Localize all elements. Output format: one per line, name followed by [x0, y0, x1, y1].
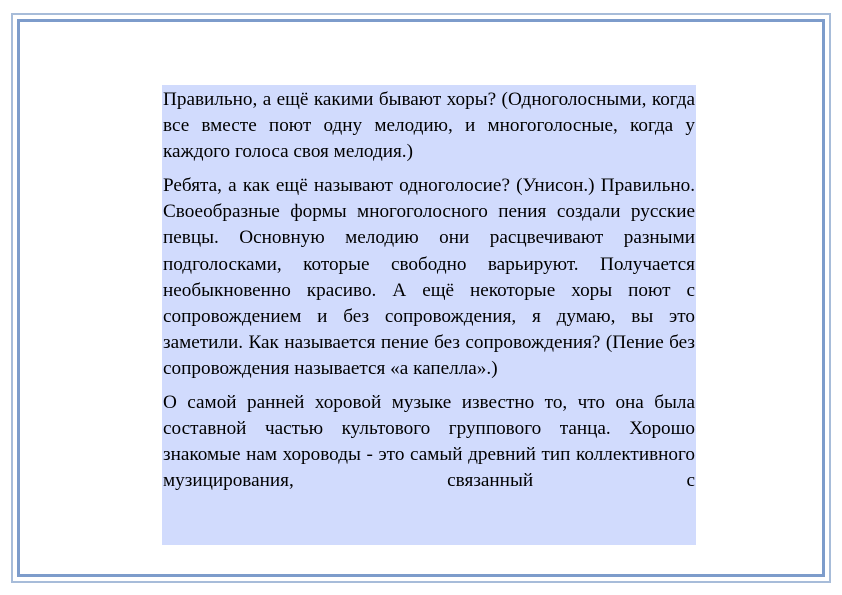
- paragraph-early-choral-music: О самой ранней хоровой музыке известно то, что она была составной частью культового группового танца. Хорошо знакомые нам хороводы - это самый древний тип коллективного музицирования, связанный с: [163, 392, 695, 492]
- paragraph-unison: Ребята, а как ещё называют одноголосие? (Унисон.) Правильно. Своеобразные формы многоголосного пения создали русские певцы. Основную мелодию они расцвечивают разными подголосками, которые свободно варьируют. Получается необыкновенно красиво. А ещё некоторые хоры поют с сопровождением и без сопровождения, я думаю, вы это заметили. Как называется пение без сопровождения? (Пение без сопровождения называется «а капелла».): [163, 175, 695, 379]
- paragraph-choirs: Правильно, а ещё какими бывают хоры? (Одноголосными, когда все вместе поют одну мелодию, и многоголосные, когда у каждого голоса своя мелодия.): [163, 89, 695, 163]
- text-box: [162, 85, 696, 545]
